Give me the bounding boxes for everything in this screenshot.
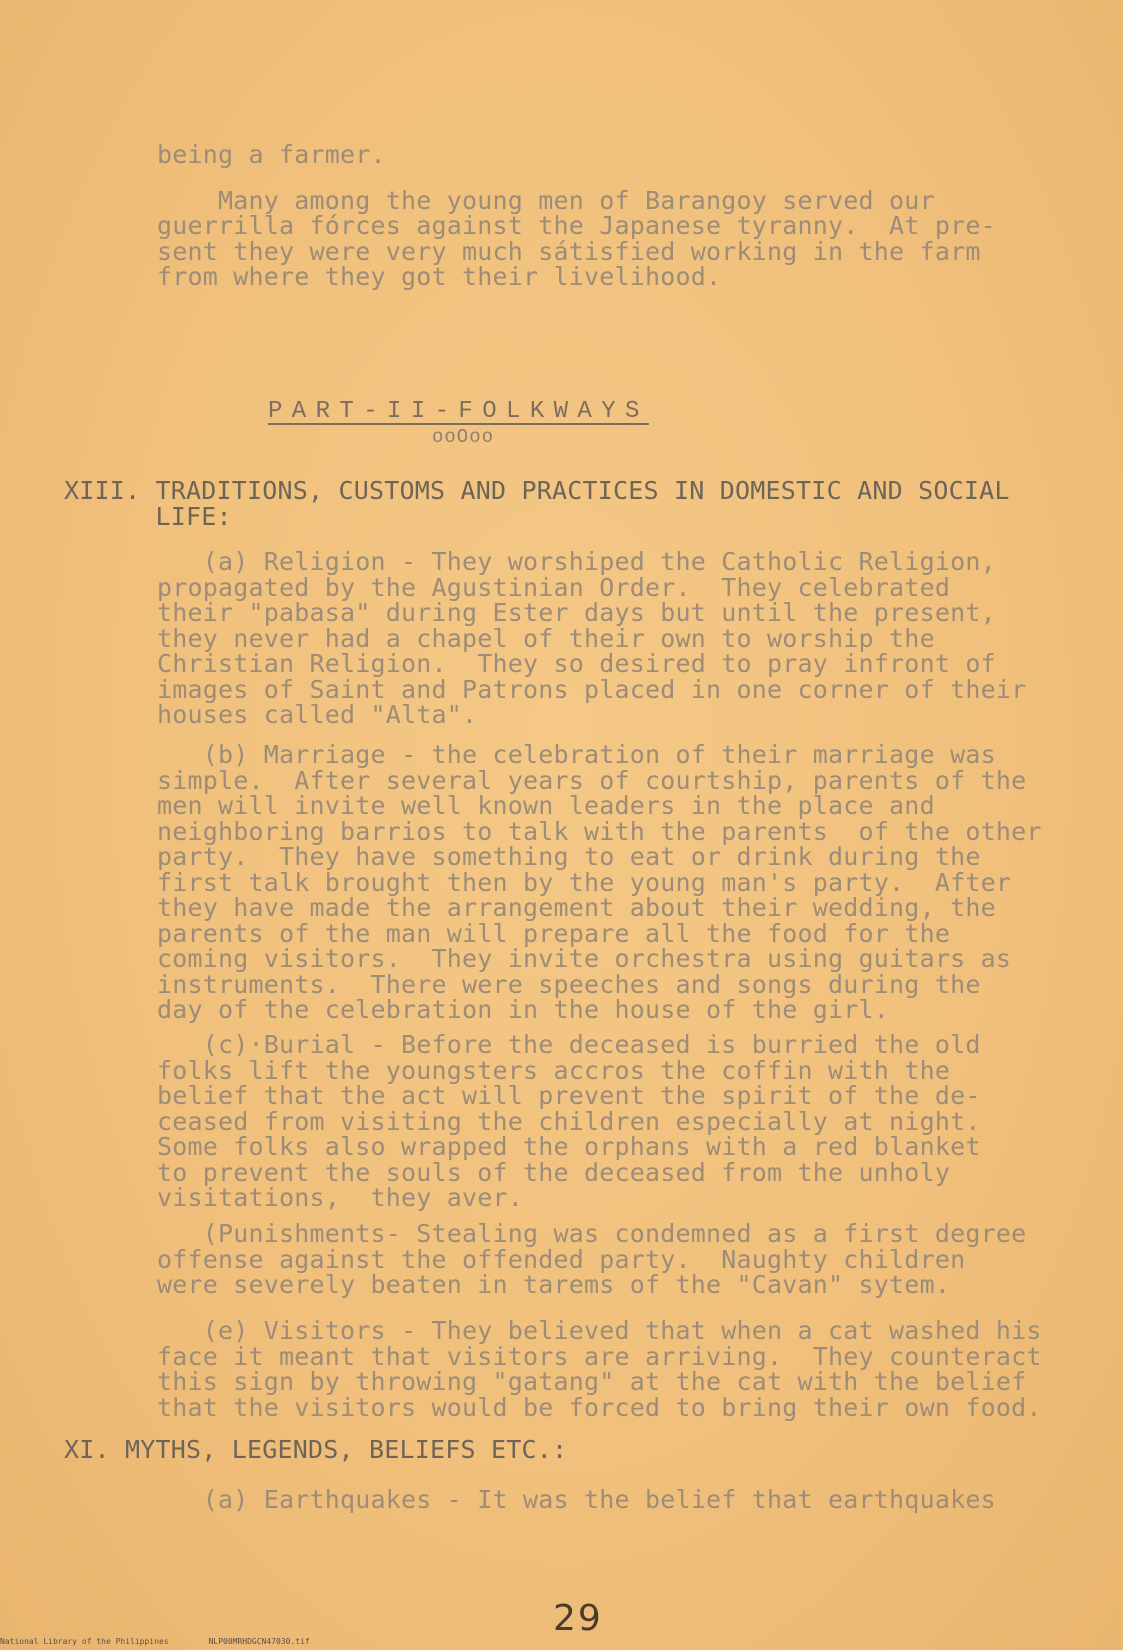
paragraph-visitors	[157, 1318, 1042, 1420]
text-line: face it meant that visitors are arriving. They counteract	[157, 1341, 1042, 1371]
paragraph-burial	[157, 1032, 981, 1211]
paragraph-punishments	[157, 1221, 1026, 1298]
text-line: (e) Visitors - They believed that when a cat washed his	[157, 1316, 1042, 1345]
text-line: (Punishments- Stealing was condemned as a first degree	[157, 1219, 1027, 1248]
text-line: images of Saint and Patrons placed in one corner of their	[157, 674, 1027, 704]
text-line: propagated by the Agustinian Order. They celebrated	[157, 572, 951, 602]
text-line: Many among the young men of Barangoy served our	[157, 185, 935, 215]
section-xiii-heading	[64, 478, 1010, 529]
text-line: neighboring barrios to talk with the parents of the other	[157, 816, 1042, 846]
part-title: PART-II-FOLKWAYS	[268, 398, 649, 425]
intro-paragraph	[157, 142, 996, 290]
footer-institution: National Library of the Philippines	[0, 1637, 169, 1646]
heading-line: XIII. TRADITIONS, CUSTOMS AND PRACTICES IN DOMESTIC AND SOCIAL	[64, 476, 1010, 505]
paragraph-earthquakes: (a) Earthquakes - It was the belief that earthquakes	[157, 1485, 996, 1514]
text-line: belief that the act will prevent the spirit of the de-	[157, 1081, 981, 1110]
text-line: day of the celebration in the house of the girl.	[157, 995, 890, 1024]
text-line: they never had a chapel of their own to worship the	[157, 623, 935, 653]
text-line: guerrilla fórces against the Japanese tyranny. At pre-	[157, 211, 996, 240]
text-line: being a farmer.	[157, 140, 386, 169]
text-line: Christian Religion. They so desired to pray infront of	[157, 649, 996, 678]
text-line: men will invite well known leaders in the place and	[157, 791, 935, 820]
text-line: coming visitors. They invite orchestra using guitars as	[157, 944, 1012, 973]
text-line: houses called "Alta".	[157, 700, 478, 729]
text-line: first talk brought then by the young man's party. After	[157, 867, 1012, 897]
text-line: this sign by throwing "gatang" at the cat with the belief	[157, 1367, 1027, 1396]
text-line: that the visitors would be forced to bring their own food.	[157, 1392, 1042, 1422]
paragraph-religion	[157, 549, 1026, 728]
text-line: (b) Marriage - the celebration of their marriage was	[157, 740, 996, 769]
text-line: offense against the offended party. Naughty children	[157, 1244, 966, 1274]
text-line: instruments. There were speeches and songs during the	[157, 969, 981, 999]
text-line: Some folks also wrapped the orphans with a red blanket	[157, 1132, 981, 1161]
paragraph-marriage	[157, 742, 1042, 1023]
text-line: (a) Religion - They worshiped the Catholic Religion,	[157, 547, 996, 576]
text-line: their "pabasa" during Ester days but until the present,	[157, 598, 996, 627]
footer-filename: NLP00MRHDGCN47030.tif	[208, 1637, 310, 1646]
text-line: (c)·Burial - Before the deceased is burried the old	[157, 1030, 981, 1059]
text-line: ceased from visiting the children especially at night.	[157, 1106, 981, 1136]
text-line: to prevent the souls of the deceased from the unholy	[157, 1157, 951, 1187]
section-xi-heading: XI. MYTHS, LEGENDS, BELIEFS ETC.:	[64, 1435, 568, 1464]
text-line: party. They have something to eat or drink during the	[157, 842, 981, 871]
page-number: 29	[553, 1598, 603, 1639]
footer-note	[0, 1637, 310, 1646]
text-line: folks lift the youngsters accros the coffin with the	[157, 1055, 951, 1085]
text-line: sent they were very much sátisfied working in the farm	[157, 236, 981, 266]
part-ornament: ooOoo	[432, 426, 495, 448]
text-line: from where they got their livelihood.	[157, 262, 722, 291]
text-line: they have made the arrangement about their wedding, the	[157, 893, 996, 922]
heading-line: LIFE:	[64, 501, 232, 531]
text-line: were severely beaten in tarems of the "Cavan" sytem.	[157, 1270, 951, 1299]
text-line: parents of the man will prepare all the food for the	[157, 918, 951, 948]
text-line: simple. After several years of courtship, parents of the	[157, 765, 1027, 795]
text-line: visitations, they aver.	[157, 1183, 524, 1212]
